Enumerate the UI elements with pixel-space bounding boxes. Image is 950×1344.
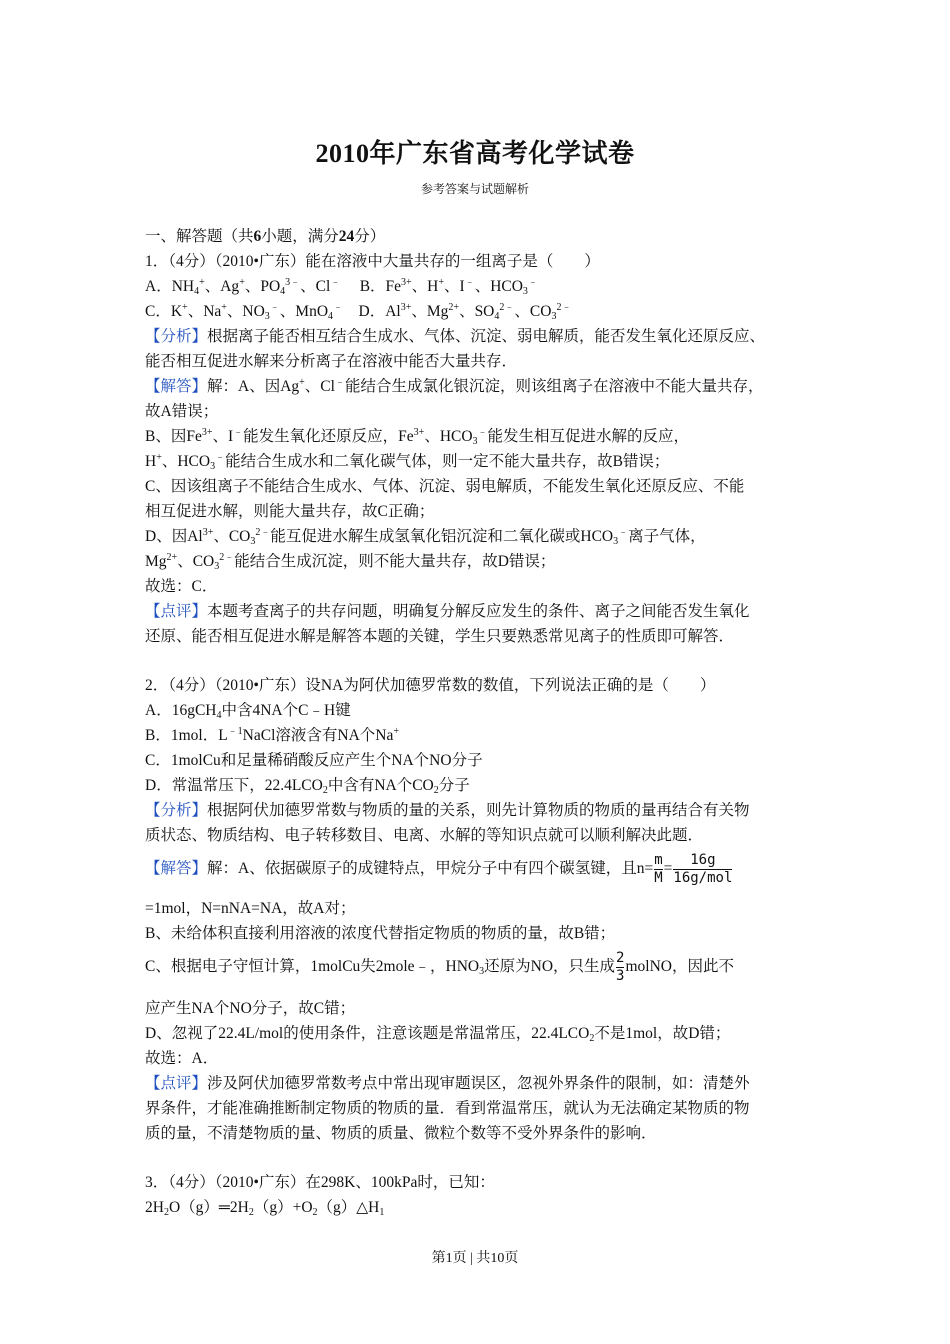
formula-fraction: $\frac{16g}{\text{16g/mol}}$	[673, 852, 733, 886]
q1-answer-b: B、因$Fe^{3+}$、I﹣能发生氧化还原反应，$Fe^{3+}$、$HCO_3^﹣$能发生相互促进水解的反应，	[145, 427, 690, 447]
q1-analysis-cont: 能否相互促进水解来分析离子在溶液中能否大量共存．	[145, 353, 518, 370]
analysis-tag: 【分析】	[145, 328, 208, 345]
q1-answer: 【解答】解：A、因Ag+、Cl﹣能结合生成氯化银沉淀，则该组离子在溶液中不能大量共存，	[145, 377, 764, 395]
q1-options-cd: C．K+、Na+、$NO_3^﹣$、MnO$_4$﹣ D．$Al^{3+}$、$Mg^{2+}$、$SO_4^{2﹣}$、$CO_3^{2﹣}$	[145, 302, 572, 322]
q1-answer-b-cont: H+、$HCO_3^﹣$能结合生成水和二氧化碳气体，则一定不能大量共存，故B错误；	[145, 452, 670, 472]
q2-analysis: 【分析】根据阿伏加德罗常数与物质的量的关系，则先计算物质的物质的量再结合有关物	[145, 802, 750, 819]
answer-tag: 【解答】	[145, 378, 208, 395]
q1-answer-d: D、因$Al^{3+}$、$CO_3^{2﹣}$能互促进水解生成氢氧化铝沉淀和二氧化碳或$HCO_3^﹣$离子气体，	[145, 527, 706, 547]
q1-answer-d-cont: $Mg^{2+}$、$CO_3^{2﹣}$能结合生成沉淀，则不能大量共存，故D错误；	[145, 552, 556, 572]
section-heading: 一、解答题（共6小题，满分24分）	[145, 228, 386, 245]
q2-option-b: B．1mol．$L^{﹣1}NaCl$溶液含有NA个Na+	[145, 726, 399, 744]
page-subtitle: 参考答案与试题解析	[420, 182, 529, 196]
q1-answer-a: 故A错误；	[145, 403, 219, 420]
q1-stem: 1．（4分）（2010•广东）能在溶液中大量共存的一组离子是（ ）	[145, 253, 600, 270]
q2-answer: 【解答】解：A、依据碳原子的成键特点，甲烷分子中有四个碳氢键，且n= $\frac{m}{M}$ = $\frac{16g}{\text{16g/mol}}$	[145, 852, 733, 886]
formula-fraction: $\frac{2}{3}$	[616, 950, 625, 984]
q2-stem: 2．（4分）（2010•广东）设NA为阿伏加德罗常数的数值，下列说法正确的是（ ）	[145, 677, 716, 694]
page-title: 2010年广东省高考化学试卷	[315, 139, 635, 168]
q2-answer-c: C、根据电子守恒计算，1molCu失2mole﹣，$HNO_3$还原为NO，只生成 $\frac{2}{3}$ molNO，因此不	[145, 950, 734, 984]
q2-answer-a-cont: =1mol，N=nNA=NA，故A对；	[145, 900, 356, 917]
q2-option-c: C．1molCu和足量稀硝酸反应产生个NA个NO分子	[145, 752, 483, 769]
comment-tag: 【点评】	[145, 603, 208, 620]
q2-answer-b: B、未给体积直接利用溶液的浓度代替指定物质的物质的量，故B错；	[145, 925, 616, 942]
analysis-tag: 【分析】	[145, 802, 208, 819]
q2-answer-c-cont: 应产生NA个NO分子，故C错；	[145, 1000, 356, 1017]
q2-comment: 【点评】涉及阿伏加德罗常数考点中常出现审题误区，忽视外界条件的限制，如：清楚外	[145, 1075, 750, 1092]
q1-comment: 【点评】本题考查离子的共存问题，明确复分解反应发生的条件、离子之间能否发生氧化	[145, 603, 750, 620]
q2-choice: 故选：A．	[145, 1050, 219, 1067]
q3-stem: 3．（4分）（2010•广东）在298K、100kPa时，已知：	[145, 1174, 495, 1191]
q1-options-ab: A．$NH_4^+$、Ag+、$PO_4^{3﹣}$、Cl﹣ B．$Fe^{3+}$、H+、I﹣、$HCO_3^﹣$	[145, 277, 538, 297]
q3-equation: $2H_2O(g)═2H_2(g)+O_2(g)\triangle H_1$	[145, 1199, 385, 1218]
q2-analysis-cont: 质状态、物质结构、电子转移数目、电离、水解的等知识点就可以顺利解决此题．	[145, 827, 704, 844]
q1-choice: 故选：C．	[145, 578, 218, 595]
formula-fraction: $\frac{m}{M}$	[654, 852, 663, 886]
q2-option-a: A．16gCH$_4$中含4NA个C﹣H键	[145, 702, 351, 721]
answer-tag: 【解答】	[145, 860, 208, 878]
q2-comment-cont: 界条件，才能准确推断制定物质的物质的量．看到常温常压，就认为无法确定某物质的物	[145, 1100, 750, 1117]
q1-analysis: 【分析】根据离子能否相互结合生成水、气体、沉淀、弱电解质，能否发生氧化还原反应、	[145, 328, 766, 345]
comment-tag: 【点评】	[145, 1075, 208, 1092]
q1-answer-c-cont: 相互促进水解，则能大量共存，故C正确；	[145, 503, 435, 520]
q2-answer-d: D、忽视了22.4L/mol的使用条件，注意该题是常温常压，$22.4LCO_2$不是1mol，故D错；	[145, 1025, 731, 1044]
q1-comment-cont: 还原、能否相互促进水解是解答本题的关键，学生只要熟悉常见离子的性质即可解答．	[145, 628, 735, 645]
q2-option-d: D．常温常压下，$22.4LCO_2$中含有NA个$CO_2$分子	[145, 777, 470, 796]
q1-answer-c: C、因该组离子不能结合生成水、气体、沉淀、弱电解质，不能发生氧化还原反应、不能	[145, 478, 745, 495]
q2-comment-cont: 质的量，不清楚物质的量、物质的质量、微粒个数等不受外界条件的影响．	[145, 1125, 657, 1142]
page-footer: 第1页 | 共10页	[431, 1251, 519, 1266]
